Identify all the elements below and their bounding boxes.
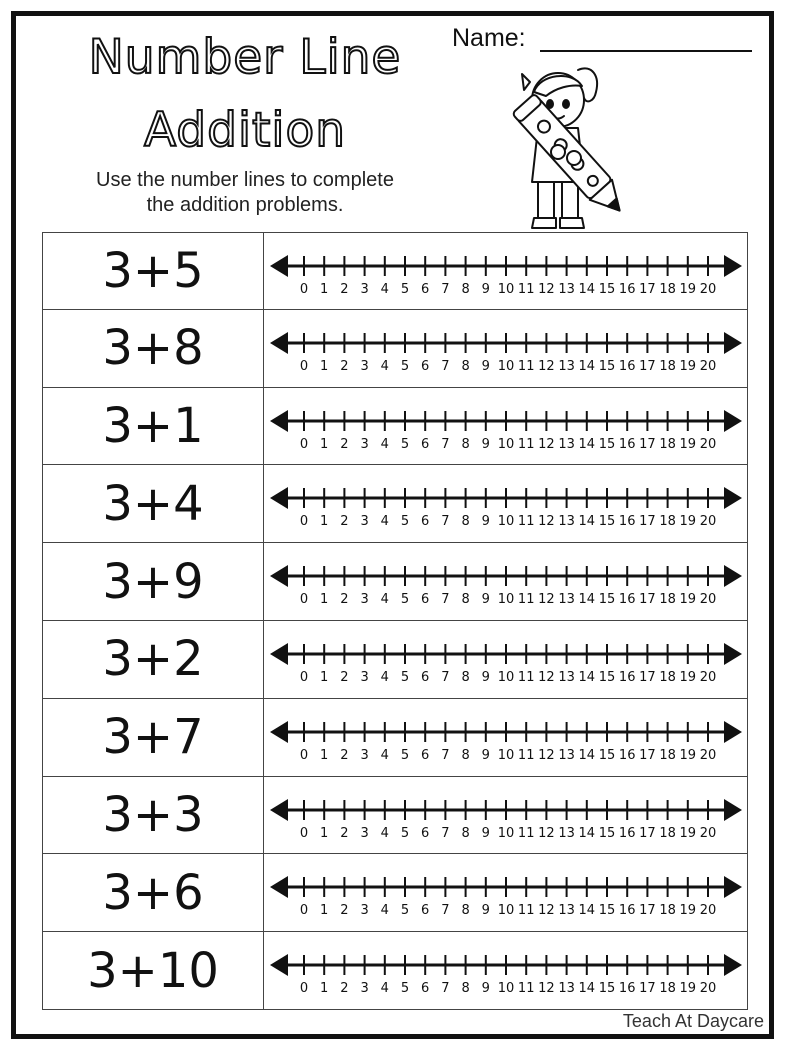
tick-label: 19 [679, 282, 697, 297]
tick-label: 11 [517, 592, 535, 608]
number-line[interactable] [264, 699, 746, 775]
tick-label: 7 [441, 981, 450, 997]
tick-label: 12 [538, 981, 555, 997]
tick-label: 12 [538, 747, 555, 763]
tick-label: 7 [441, 903, 450, 919]
tick-label: 5 [400, 592, 410, 608]
tick-label: 17 [639, 436, 656, 452]
tick-label: 7 [441, 747, 450, 763]
tick-label: 3 [360, 981, 369, 997]
tick-label: 1 [320, 592, 329, 608]
problem-row [42, 388, 748, 466]
problem-row [42, 543, 748, 621]
tick-label: 4 [380, 514, 389, 530]
tick-label: 9 [481, 825, 490, 841]
tick-label: 13 [558, 669, 575, 685]
tick-label: 19 [679, 436, 697, 452]
tick-label: 2 [340, 669, 349, 685]
number-line-cell[interactable] [264, 621, 747, 698]
tick-label: 3 [360, 669, 369, 685]
tick-label: 19 [679, 592, 697, 608]
tick-label: 15 [598, 981, 616, 997]
tick-label: 5 [400, 514, 410, 530]
problem-expression: 3+2 [43, 621, 264, 698]
number-line-cell[interactable] [264, 932, 747, 1009]
tick-label: 18 [659, 436, 676, 452]
tick-label: 6 [421, 669, 430, 685]
tick-label: 12 [538, 669, 555, 685]
number-line-cell[interactable] [264, 777, 747, 854]
tick-label: 19 [679, 514, 697, 530]
tick-label: 8 [461, 981, 470, 997]
tick-label: 4 [380, 825, 389, 841]
right-arrow-icon [724, 721, 742, 743]
tick-label: 0 [299, 358, 309, 374]
tick-label: 6 [421, 592, 430, 608]
tick-label: 3 [360, 747, 369, 763]
tick-label: 16 [618, 514, 636, 530]
tick-label: 6 [421, 436, 430, 452]
tick-label: 11 [517, 747, 535, 763]
number-line-cell[interactable] [264, 465, 747, 542]
tick-label: 17 [639, 747, 656, 763]
tick-label: 6 [421, 358, 430, 374]
tick-label: 5 [400, 436, 410, 452]
number-line[interactable] [264, 932, 746, 1008]
tick-label: 0 [299, 825, 309, 841]
right-arrow-icon [724, 332, 742, 354]
tick-label: 12 [538, 903, 555, 919]
left-arrow-icon [270, 565, 288, 587]
tick-label: 18 [659, 282, 676, 297]
tick-label: 14 [578, 903, 596, 919]
tick-label: 18 [659, 669, 676, 685]
tick-label: 18 [659, 514, 676, 530]
tick-label: 17 [639, 825, 656, 841]
tick-label: 7 [441, 514, 450, 530]
problem-expression: 3+3 [43, 777, 264, 854]
tick-label: 1 [320, 282, 329, 297]
left-arrow-icon [270, 876, 288, 898]
tick-label: 8 [461, 358, 470, 374]
tick-label: 14 [578, 436, 596, 452]
tick-label: 14 [578, 981, 596, 997]
tick-label: 18 [659, 981, 676, 997]
tick-label: 11 [517, 825, 535, 841]
tick-label: 14 [578, 592, 596, 608]
tick-label: 10 [497, 747, 515, 763]
tick-label: 12 [538, 282, 555, 297]
left-arrow-icon [270, 721, 288, 743]
tick-label: 5 [400, 282, 410, 297]
tick-label: 19 [679, 981, 697, 997]
tick-label: 4 [380, 282, 389, 297]
tick-label: 13 [558, 436, 575, 452]
number-line-cell[interactable] [264, 543, 747, 620]
tick-label: 14 [578, 669, 596, 685]
tick-label: 15 [598, 747, 616, 763]
tick-label: 2 [340, 825, 349, 841]
tick-label: 15 [598, 514, 616, 530]
tick-label: 10 [497, 981, 515, 997]
problem-row [42, 854, 748, 932]
tick-label: 4 [380, 903, 389, 919]
tick-label: 20 [699, 358, 717, 374]
tick-label: 9 [481, 981, 490, 997]
tick-label: 13 [558, 282, 575, 297]
tick-label: 17 [639, 669, 656, 685]
tick-label: 16 [618, 903, 636, 919]
tick-label: 13 [558, 747, 575, 763]
number-line[interactable] [264, 465, 746, 541]
number-line-cell[interactable] [264, 233, 747, 309]
tick-label: 10 [497, 282, 515, 297]
name-write-line[interactable] [540, 50, 752, 52]
tick-label: 9 [481, 592, 490, 608]
problem-row [42, 777, 748, 855]
tick-label: 13 [558, 358, 575, 374]
tick-label: 11 [517, 903, 535, 919]
tick-label: 1 [320, 981, 329, 997]
tick-label: 15 [598, 903, 616, 919]
tick-label: 14 [578, 282, 596, 297]
tick-label: 16 [618, 825, 636, 841]
tick-label: 1 [320, 514, 329, 530]
problem-expression: 3+10 [43, 932, 264, 1009]
tick-label: 1 [320, 825, 329, 841]
footer-credit: Teach At Daycare [622, 1011, 764, 1031]
tick-label: 17 [639, 282, 656, 297]
tick-label: 9 [481, 747, 490, 763]
right-arrow-icon [724, 255, 742, 277]
tick-label: 3 [360, 592, 369, 608]
tick-label: 13 [558, 981, 575, 997]
tick-label: 17 [639, 514, 656, 530]
tick-label: 5 [400, 747, 410, 763]
tick-label: 16 [618, 592, 636, 608]
tick-label: 20 [699, 747, 717, 763]
tick-label: 14 [578, 825, 596, 841]
tick-label: 8 [461, 825, 470, 841]
tick-label: 12 [538, 514, 555, 530]
instructions-line2: the addition problems. [146, 194, 344, 216]
tick-label: 14 [578, 747, 596, 763]
problem-expression: 3+8 [43, 310, 264, 387]
tick-label: 19 [679, 747, 697, 763]
number-line[interactable] [264, 854, 746, 930]
number-line[interactable] [264, 543, 746, 619]
tick-label: 19 [679, 825, 697, 841]
tick-label: 15 [598, 282, 616, 297]
tick-label: 11 [517, 282, 535, 297]
tick-label: 17 [639, 981, 656, 997]
tick-label: 16 [618, 669, 636, 685]
number-line-cell[interactable] [264, 388, 747, 465]
tick-label: 0 [299, 981, 309, 997]
tick-label: 9 [481, 903, 490, 919]
tick-label: 19 [679, 669, 697, 685]
tick-label: 16 [618, 747, 636, 763]
left-arrow-icon [270, 332, 288, 354]
problem-expression: 3+4 [43, 465, 264, 542]
problem-expression: 3+6 [43, 854, 264, 931]
tick-label: 7 [441, 282, 450, 297]
tick-label: 14 [578, 358, 596, 374]
tick-label: 3 [360, 903, 369, 919]
tick-label: 7 [441, 358, 450, 374]
number-line-cell[interactable] [264, 854, 747, 931]
tick-label: 18 [659, 592, 676, 608]
tick-label: 5 [400, 825, 410, 841]
problem-row [42, 699, 748, 777]
tick-label: 1 [320, 669, 329, 685]
tick-label: 2 [340, 436, 349, 452]
problem-row [42, 232, 748, 310]
tick-label: 13 [558, 825, 575, 841]
tick-label: 20 [699, 282, 717, 297]
tick-label: 6 [421, 825, 430, 841]
left-arrow-icon [270, 487, 288, 509]
right-arrow-icon [724, 799, 742, 821]
tick-label: 11 [517, 514, 535, 530]
problem-expression: 3+1 [43, 388, 264, 465]
tick-label: 12 [538, 436, 555, 452]
tick-label: 2 [340, 981, 349, 997]
tick-label: 4 [380, 747, 389, 763]
tick-label: 8 [461, 592, 470, 608]
tick-label: 9 [481, 436, 490, 452]
tick-label: 0 [299, 436, 309, 452]
tick-label: 1 [320, 436, 329, 452]
problem-table [42, 232, 748, 1010]
tick-label: 20 [699, 825, 717, 841]
number-line-cell[interactable] [264, 699, 747, 776]
tick-label: 1 [320, 747, 329, 763]
tick-label: 0 [299, 747, 309, 763]
number-line-cell[interactable] [264, 310, 747, 387]
tick-label: 0 [299, 514, 309, 530]
tick-label: 15 [598, 669, 616, 685]
right-arrow-icon [724, 954, 742, 976]
tick-label: 1 [320, 358, 329, 374]
tick-label: 3 [360, 358, 369, 374]
tick-label: 8 [461, 436, 470, 452]
right-arrow-icon [724, 876, 742, 898]
worksheet-title-line1: Number Line [88, 30, 402, 85]
tick-label: 20 [699, 514, 717, 530]
tick-label: 14 [578, 514, 596, 530]
tick-label: 6 [421, 282, 430, 297]
tick-label: 4 [380, 592, 389, 608]
problem-expression: 3+9 [43, 543, 264, 620]
tick-label: 3 [360, 282, 369, 297]
tick-label: 1 [320, 903, 329, 919]
right-arrow-icon [724, 487, 742, 509]
tick-label: 6 [421, 903, 430, 919]
tick-label: 9 [481, 514, 490, 530]
tick-label: 7 [441, 669, 450, 685]
problem-row [42, 621, 748, 699]
tick-label: 15 [598, 825, 616, 841]
number-line[interactable] [264, 621, 746, 697]
tick-label: 11 [517, 981, 535, 997]
instructions [40, 168, 450, 218]
tick-label: 20 [699, 436, 717, 452]
tick-label: 4 [380, 981, 389, 997]
number-line[interactable] [264, 310, 746, 386]
tick-label: 19 [679, 903, 697, 919]
left-arrow-icon [270, 799, 288, 821]
tick-label: 3 [360, 825, 369, 841]
tick-label: 2 [340, 592, 349, 608]
tick-label: 10 [497, 436, 515, 452]
tick-label: 15 [598, 592, 616, 608]
tick-label: 0 [299, 282, 309, 297]
tick-label: 4 [380, 436, 389, 452]
problem-expression: 3+7 [43, 699, 264, 776]
tick-label: 11 [517, 358, 535, 374]
tick-label: 20 [699, 592, 717, 608]
tick-label: 13 [558, 514, 575, 530]
tick-label: 17 [639, 358, 656, 374]
tick-label: 12 [538, 592, 555, 608]
tick-label: 2 [340, 514, 349, 530]
tick-label: 0 [299, 669, 309, 685]
tick-label: 20 [699, 903, 717, 919]
tick-label: 3 [360, 514, 369, 530]
tick-label: 5 [400, 903, 410, 919]
tick-label: 7 [441, 592, 450, 608]
tick-label: 10 [497, 592, 515, 608]
number-line[interactable] [264, 777, 746, 853]
tick-label: 6 [421, 981, 430, 997]
tick-label: 5 [400, 981, 410, 997]
tick-label: 9 [481, 669, 490, 685]
left-arrow-icon [270, 643, 288, 665]
tick-label: 8 [461, 282, 470, 297]
tick-label: 13 [558, 903, 575, 919]
tick-label: 16 [618, 282, 636, 297]
tick-label: 0 [299, 903, 309, 919]
instructions-line1: Use the number lines to complete [96, 169, 394, 191]
right-arrow-icon [724, 643, 742, 665]
problem-row [42, 932, 748, 1010]
tick-label: 17 [639, 903, 656, 919]
tick-label: 2 [340, 282, 349, 297]
tick-label: 17 [639, 592, 656, 608]
tick-label: 20 [699, 981, 717, 997]
tick-label: 13 [558, 592, 575, 608]
tick-label: 3 [360, 436, 369, 452]
tick-label: 11 [517, 436, 535, 452]
tick-label: 5 [400, 358, 410, 374]
number-line[interactable] [264, 388, 746, 464]
left-arrow-icon [270, 954, 288, 976]
number-line[interactable] [264, 233, 746, 309]
left-arrow-icon [270, 410, 288, 432]
right-arrow-icon [724, 565, 742, 587]
tick-label: 20 [699, 669, 717, 685]
problem-row [42, 310, 748, 388]
tick-label: 18 [659, 747, 676, 763]
tick-label: 6 [421, 747, 430, 763]
tick-label: 7 [441, 825, 450, 841]
tick-label: 6 [421, 514, 430, 530]
tick-label: 15 [598, 358, 616, 374]
tick-label: 10 [497, 358, 515, 374]
tick-label: 9 [481, 358, 490, 374]
tick-label: 4 [380, 669, 389, 685]
tick-label: 19 [679, 358, 697, 374]
tick-label: 8 [461, 747, 470, 763]
tick-label: 4 [380, 358, 389, 374]
tick-label: 16 [618, 981, 636, 997]
tick-label: 0 [299, 592, 309, 608]
tick-label: 15 [598, 436, 616, 452]
tick-label: 18 [659, 358, 676, 374]
right-arrow-icon [724, 410, 742, 432]
tick-label: 11 [517, 669, 535, 685]
tick-label: 5 [400, 669, 410, 685]
tick-label: 12 [538, 358, 555, 374]
tick-label: 10 [497, 669, 515, 685]
name-label: Name: [452, 24, 526, 52]
tick-label: 2 [340, 358, 349, 374]
tick-label: 9 [481, 282, 490, 297]
tick-label: 2 [340, 903, 349, 919]
tick-label: 10 [497, 514, 515, 530]
tick-label: 16 [618, 358, 636, 374]
tick-label: 18 [659, 825, 676, 841]
worksheet-title-line2: Addition [143, 103, 347, 158]
problem-expression: 3+5 [43, 233, 264, 309]
tick-label: 18 [659, 903, 676, 919]
tick-label: 10 [497, 825, 515, 841]
left-arrow-icon [270, 255, 288, 277]
tick-label: 2 [340, 747, 349, 763]
problem-row [42, 465, 748, 543]
tick-label: 12 [538, 825, 555, 841]
girl-with-pencil-illustration [500, 62, 640, 234]
tick-label: 7 [441, 436, 450, 452]
tick-label: 10 [497, 903, 515, 919]
tick-label: 8 [461, 903, 470, 919]
tick-label: 8 [461, 669, 470, 685]
tick-label: 16 [618, 436, 636, 452]
tick-label: 8 [461, 514, 470, 530]
